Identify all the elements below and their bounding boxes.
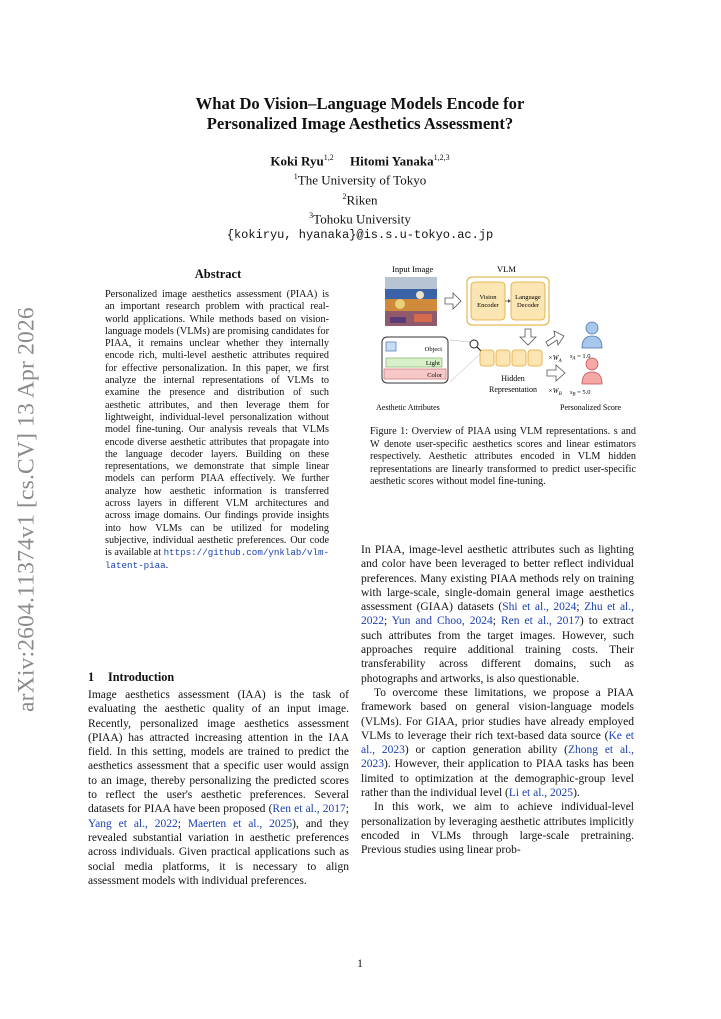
abstract-text: Personalized image aesthetics assessment (PIAA) is an important research problem with practical real-world applications. While methods based on vision-language models (VLMs) are promising candidates for PIAA, it remains unclear whether they internally encode rich, multi-level aesthetic attributes required for effective personalization. In this paper, we first analyze the internal representations of VLMs to examine the presence and distribution of such aesthetic attributes, and then leverage them for lightweight, individual-level personalization without model fine-tuning. Our analysis reveals that VLMs encode diverse aesthetic attributes that propagate into the language decoder layers. Building on these representations, we demonstrate that simple linear models can perform PIAA effectively. We further analyze how aesthetic information is transferred across layers in different VLM architectures and across image domains. Our findings provide insights into how VLMs can be utilized for modeling subjective, individual aesthetic preferences. Our code is available at	[105, 289, 329, 559]
label-weight-b: $\times W_B$	[548, 387, 562, 397]
input-painting-image	[385, 277, 437, 326]
label-language: Language	[515, 294, 541, 301]
citation-link[interactable]: Yang et al., 2022	[88, 817, 178, 830]
page-number: 1	[357, 958, 363, 970]
intro-heading	[88, 670, 174, 685]
arrow-to-user-b	[547, 365, 565, 381]
intro-paragraph	[88, 688, 349, 888]
p2-text: To overcome these limitations, we propose a PIAA framework based on general vision-language models (VLMs). For GIAA, prior studies have already employed VLMs to leverage their rich text-based data source (	[361, 686, 634, 742]
citation-link[interactable]: Maerten et al., 2025	[187, 817, 293, 830]
aff3-sup: 3	[309, 210, 314, 220]
sep: ;	[384, 615, 392, 628]
author-2-affil: 1,2,3	[433, 153, 450, 162]
paragraph-2	[361, 686, 634, 800]
author-1: Koki Ryu	[270, 153, 324, 169]
label-encoder: Encoder	[477, 302, 499, 309]
label-weight-a: $\times W_A$	[548, 354, 562, 364]
zoom-line	[450, 340, 470, 342]
user-a-icon	[582, 322, 602, 348]
label-aesthetic-attributes: Aesthetic Attributes	[376, 403, 440, 412]
zoom-line	[450, 354, 480, 382]
sep: ;	[492, 615, 501, 628]
aff2-text: Riken	[346, 191, 378, 207]
citation-link[interactable]: Shi et al., 2024	[502, 601, 577, 614]
intro-text-1: Image aesthetics assessment (IAA) is the task of evaluating the aesthetic quality of an input image. Recently, personalized image aesthetics assessment (PIAA) has attracted increasing attention in the IAA field. In this setting, models are trained to predict the aesthetics assessment that a specific user would assign to an image, thereby personalizing the predicted scores to reflect the user's aesthetic preferences. Several datasets for PIAA have been proposed (	[88, 689, 349, 816]
object-swatch	[386, 342, 396, 351]
label-object: Object	[424, 346, 442, 353]
magnifier-icon	[470, 340, 481, 351]
author-names	[160, 150, 560, 169]
p2-text: ) or caption generation ability (	[404, 744, 568, 757]
label-score-a: $s_A = 1.0$	[570, 353, 591, 362]
label-representation: Representation	[489, 385, 537, 394]
author-1-affil: 1,2	[323, 153, 334, 162]
aff1-sup: 1	[293, 172, 298, 182]
sep: ;	[345, 803, 349, 816]
p2-text-end: ).	[573, 787, 580, 800]
citation-link[interactable]: Ren et al., 2017	[501, 615, 580, 628]
p2-text: ). However, their application to PIAA tasks has been limited to optimization at the demographic-group level rather than the individual level (	[361, 758, 634, 800]
author-block	[160, 150, 560, 243]
code-link[interactable]: https://github.com/ynklab/vlm-latent-piaa	[105, 547, 329, 571]
citation-link[interactable]: Ke et al., 2023	[361, 729, 635, 757]
citation-link[interactable]: Li et al., 2025	[508, 787, 574, 800]
label-color: Color	[427, 372, 442, 379]
label-hidden: Hidden	[501, 374, 525, 383]
vision-encoder-box	[471, 282, 505, 320]
label-score-b: $s_B = 5.0$	[570, 389, 591, 398]
user-b-icon	[582, 358, 602, 384]
arrow-down	[520, 329, 536, 345]
sep: ;	[576, 601, 585, 614]
citation-link[interactable]: Zhong et al., 2023	[361, 744, 634, 771]
title-line-2: Personalized Image Aesthetics Assessment?	[206, 114, 514, 133]
paragraph-3: In this work, we aim to achieve individual-level personalization by leveraging aesthetic attributes implicitly encoded in VLMs through large-scale pretraining. Previous studies using linear prob-	[361, 801, 634, 857]
arrow-to-user-a	[546, 331, 564, 346]
paper-title	[120, 94, 600, 134]
label-vision: Vision	[479, 294, 497, 301]
figure-caption: Figure 1: Overview of PIAA using VLM representations. s and W denote user-specific aesthetics scores and linear estimators respectively. Aesthetic attributes encoded in VLM hidden representations are linearly transformed to predict user-specific aesthetic scores without model fine-tuning.	[370, 426, 636, 487]
intro-text-2: ), and they revealed substantial variation in aesthetic preferences across individuals. Given practical applications such as social media platforms, it is necessary to align assessment models with individual preferences.	[88, 817, 349, 887]
p1-text: In PIAA, image-level aesthetic attributes such as lighting and color have been leveraged to better reflect individual preferences. Many existing PIAA methods rely on training with large-scale, single-domain general image aesthetics assessment (GIAA) datasets (	[361, 544, 634, 614]
label-input-image: Input Image	[392, 264, 434, 274]
author-email: {kokiryu, hyanaka}@is.s.u-tokyo.ac.jp	[226, 228, 494, 243]
aff1-text: The University of Tokyo	[297, 172, 427, 188]
citation-link[interactable]: Ren et al., 2017	[272, 803, 346, 816]
affiliation-2	[160, 189, 560, 208]
figure-1	[370, 262, 636, 414]
label-light: Light	[425, 360, 440, 367]
affiliation-1	[160, 169, 560, 188]
aff2-sup: 2	[342, 191, 347, 201]
arrow-to-vlm	[445, 293, 461, 309]
p1-text-end: ) to extract such attributes from the target images. However, such approaches require additional training costs. Their transferability across different domains, such as photographs and artworks, is also questionable.	[361, 615, 635, 685]
hidden-representation-cells	[480, 350, 542, 366]
right-column-text	[361, 543, 634, 858]
citation-link[interactable]: Zhu et al., 2022	[361, 601, 634, 628]
sep: ;	[177, 817, 188, 830]
citation-link[interactable]: Yun and Choo, 2024	[391, 615, 493, 628]
author-2: Hitomi Yanaka	[349, 153, 434, 169]
intro-title: Introduction	[108, 670, 175, 684]
label-vlm: VLM	[497, 264, 516, 274]
abstract-end: .	[165, 559, 169, 571]
abstract-body	[105, 289, 329, 572]
abstract-heading: Abstract	[194, 267, 242, 281]
label-decoder: Decoder	[516, 302, 540, 309]
affiliation-3	[160, 208, 560, 227]
intro-number: 1	[88, 670, 95, 684]
aff3-text: Tohoku University	[313, 211, 411, 227]
arxiv-stamp: arXiv:2604.11374v1 [cs.CV] 13 Apr 2026	[13, 307, 40, 713]
language-decoder-box	[511, 282, 545, 320]
paragraph-1	[361, 543, 634, 686]
title-line-1: What Do Vision–Language Models Encode for	[195, 94, 525, 113]
label-personalized-score: Personalized Score	[560, 403, 622, 412]
figure-1-diagram	[370, 262, 636, 414]
